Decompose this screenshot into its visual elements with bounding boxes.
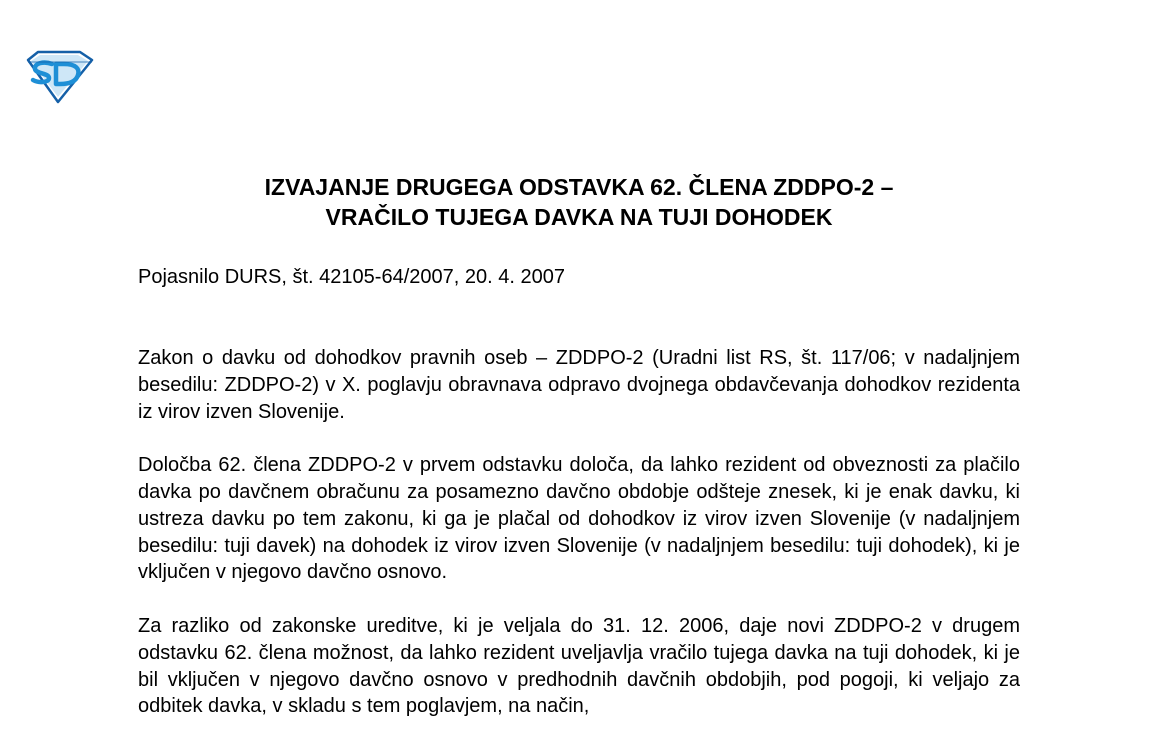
document-body: [138, 345, 1020, 743]
title-line-2: VRAČILO TUJEGA DAVKA NA TUJI DOHODEK: [325, 204, 833, 230]
title-line-1: IZVAJANJE DRUGEGA ODSTAVKA 62. ČLENA ZDDPO-2 –: [264, 174, 894, 200]
sd-diamond-logo-icon: [22, 50, 96, 104]
body-paragraph-3: Za razliko od zakonske ureditve, ki je veljala do 31. 12. 2006, daje novi ZDDPO-2 v drugem odstavku 62. člena možnost, da lahko rezident uveljavlja vračilo tujega davka na tuji dohodek, ki je bil vključen v njegovo davčno osnovo v predhodnih davčnih obdobjih, pod pogoji, ki veljajo za odbitek davka, v skladu s tem poglavjem, na način,: [138, 614, 1020, 718]
document-reference: Pojasnilo DURS, št. 42105-64/2007, 20. 4. 2007: [138, 266, 565, 288]
body-paragraph-1: Zakon o davku od dohodkov pravnih oseb – ZDDPO-2 (Uradni list RS, št. 117/06; v nadaljnjem besedilu: ZDDPO-2) v X. poglavju obravnava odpravo dvojnega obdavčevanja dohodkov rezidenta iz virov izven Slovenije.: [138, 347, 1020, 423]
body-paragraph-2: Določba 62. člena ZDDPO-2 v prvem odstavku določa, da lahko rezident od obveznosti za plačilo davka po davčnem obračunu za posamezno davčno obdobje odšteje znesek, ki je enak davku, ki ustreza davku po tem zakonu, ki ga je plačal od dohodkov iz virov izven Slovenije (v nadaljnjem besedilu: tuji davek) na dohodek iz virov izven Slovenije (v nadaljnjem besedilu: tuji dohodek), ki je vključen v njegovo davčno osnovo.: [138, 454, 1020, 584]
document-title: [138, 172, 1020, 232]
